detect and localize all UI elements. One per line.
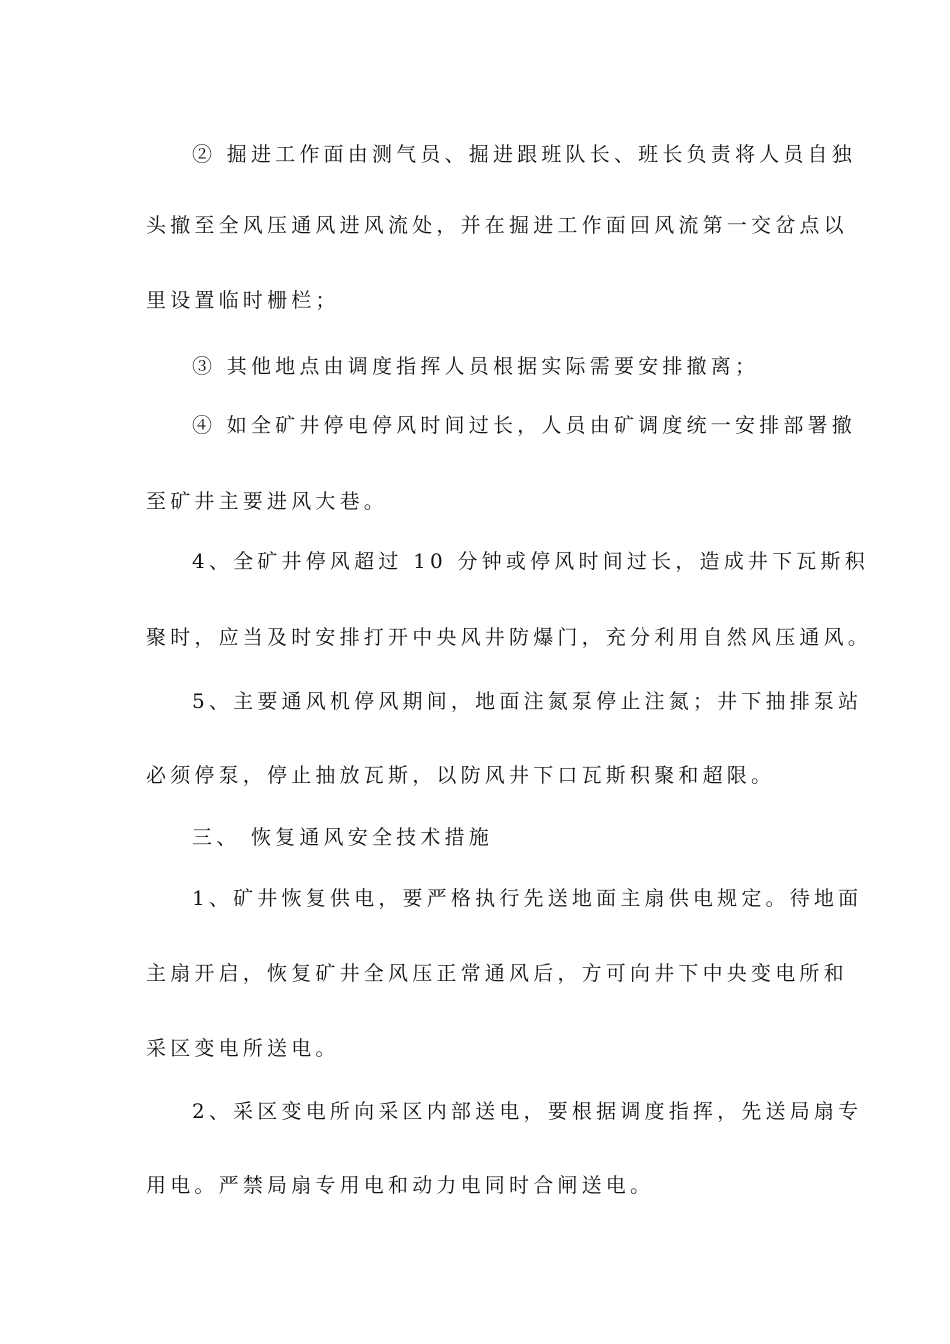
paragraph-line-7: 4、全矿井停风超过 10 分钟或停风时间过长，造成井下瓦斯积 [192,549,869,573]
paragraph-line-9: 5、主要通风机停风期间，地面注氮泵停止注氮；井下抽排泵站 [192,689,863,713]
paragraph-line-3: 里设置临时栅栏； [146,288,340,312]
paragraph-line-1: ② 掘进工作面由测气员、掘进跟班队长、班长负责将人员自独 [192,142,856,166]
paragraph-line-2: 头撤至全风压通风进风流处，并在掘进工作面回风流第一交岔点以 [146,213,848,237]
section-heading: 三、 恢复通风安全技术措施 [192,825,493,849]
paragraph-line-8: 聚时，应当及时安排打开中央风井防爆门，充分利用自然风压通风。 [146,625,872,649]
paragraph-line-4: ③ 其他地点由调度指挥人员根据实际需要安排撤离； [192,354,760,378]
paragraph-line-16: 用电。严禁局扇专用电和动力电同时合闸送电。 [146,1173,655,1197]
paragraph-line-6: 至矿井主要进风大巷。 [146,489,388,513]
paragraph-line-10: 必须停泵，停止抽放瓦斯，以防风井下口瓦斯积聚和超限。 [146,763,776,787]
paragraph-line-15: 2、采区变电所向采区内部送电，要根据调度指挥，先送局扇专 [192,1099,863,1123]
paragraph-line-5: ④ 如全矿井停电停风时间过长，人员由矿调度统一安排部署撤 [192,413,856,437]
paragraph-line-14: 采区变电所送电。 [146,1036,340,1060]
paragraph-line-12: 1、矿井恢复供电，要严格执行先送地面主扇供电规定。待地面 [192,886,863,910]
paragraph-line-13: 主扇开启，恢复矿井全风压正常通风后，方可向井下中央变电所和 [146,961,848,985]
